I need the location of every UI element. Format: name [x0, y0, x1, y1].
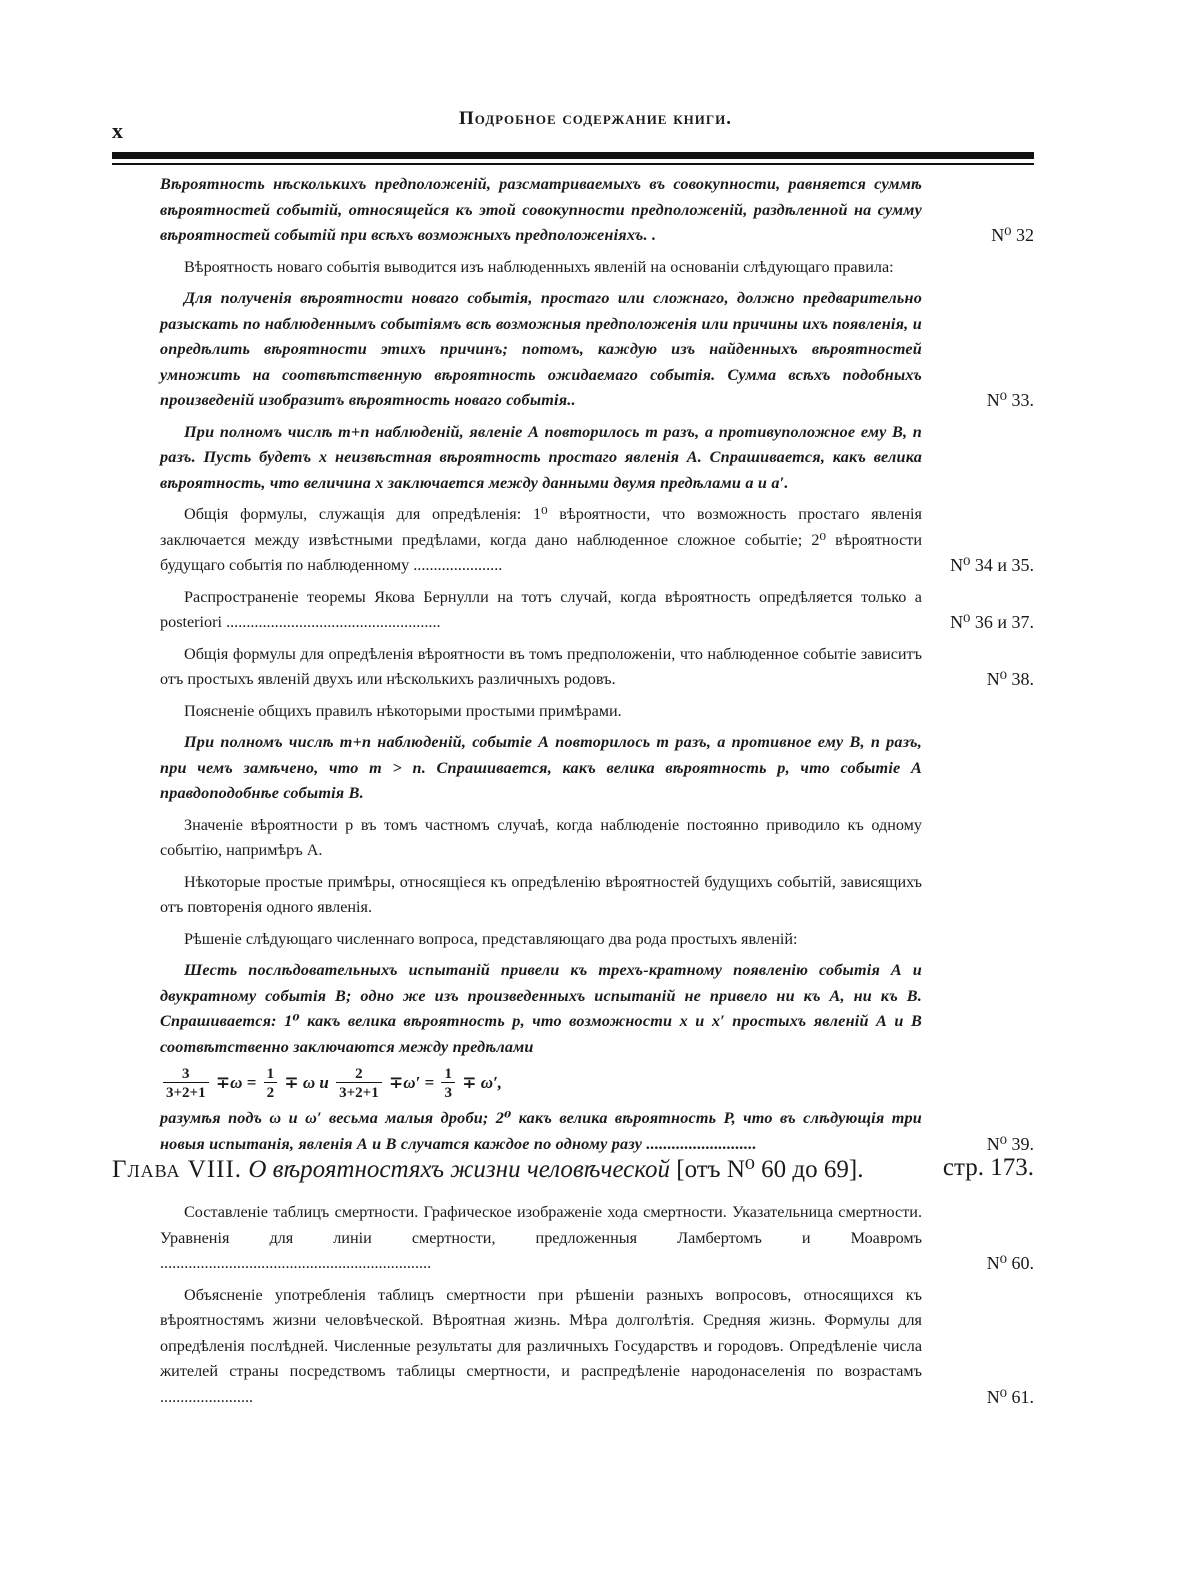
entry-text: Нѣкоторые простые примѣры, относящіеся къ опредѣленію вѣроятностей будущихъ событій, зависящихъ отъ повторенія одного явленія.	[160, 872, 922, 916]
entry-text: Составленіе таблицъ смертности. Графическое изображеніе хода смертности. Указательница смертности. Уравненія для линіи смертности, предложенныя Ламбертомъ и Моавромъ ...................................................................	[160, 1203, 922, 1272]
fraction: $\frac{1}{2}$	[264, 1067, 278, 1101]
contents-entry	[160, 585, 1034, 636]
contents-entry	[160, 286, 1034, 414]
formula-operator: ∓ ω и	[284, 1073, 329, 1092]
section-ref: N⁰ 33.	[986, 390, 1034, 410]
chapter-range: [отъ N⁰ 60 до 69].	[676, 1156, 864, 1183]
entry-text: Общія формулы для опредѣленія вѣроятности въ томъ предположеніи, что наблюденное событіе зависитъ отъ простыхъ явленій двухъ или нѣсколькихъ различныхъ родовъ.	[160, 644, 922, 688]
formula-operator: ∓ω′ =	[388, 1073, 435, 1092]
contents-entry	[160, 1200, 1034, 1277]
contents-entry	[160, 870, 1034, 921]
formula-line	[160, 1062, 922, 1104]
header-rule-thick	[112, 152, 1034, 159]
contents-entry	[160, 642, 1034, 693]
header-rule-thin	[112, 163, 1034, 165]
entry-text: Распространеніе теоремы Якова Бернулли на тотъ случай, когда вѣроятность опредѣляется только a posteriori .....................................................	[160, 587, 922, 631]
contents-entry	[160, 1283, 1034, 1411]
contents-entry	[160, 420, 1034, 497]
chapter-page: стр. 173.	[942, 1154, 1034, 1181]
problem-text: Шесть послѣдовательныхъ испытаній привели къ трехъ-кратному появленію событія А и двукратному событія В; одно же изъ произведенныхъ испытаній не привело ни къ А, ни къ В. Спрашивается: 1⁰ какъ велика вѣроятность p, что возможности x и x′ простыхъ явленій А и В соотвѣтственно заключаются между предѣлами	[160, 961, 922, 1056]
entry-text: Объясненіе употребленія таблицъ смертности при рѣшеніи разныхъ вопросовъ, относящихся къ вѣроятностямъ жизни человѣческой. Вѣроятная жизнь. Мѣра долголѣтія. Средняя жизнь. Формулы для опредѣленія послѣдней. Численные результаты для различныхъ Государствъ и городовъ. Опредѣленіе числа жителей страны посредствомъ таблицы смертности, и распредѣленіе народонаселенія по возрастамъ .......................	[160, 1285, 922, 1406]
running-header: Подробное содержание книги.	[458, 108, 733, 129]
chapter-label: Глава VIII.	[112, 1156, 243, 1183]
section-ref: N⁰ 60.	[986, 1253, 1034, 1273]
contents-entry	[160, 813, 1034, 864]
section-ref: N⁰ 36 и 37.	[950, 612, 1034, 632]
chapter-heading	[112, 1154, 1034, 1184]
contents-entry	[160, 730, 1034, 807]
chapter-contents	[160, 1200, 1034, 1416]
contents-entry	[160, 699, 1034, 725]
entry-text: Вѣроятность новаго событія выводится изъ наблюденныхъ явленій на основаніи слѣдующаго правила:	[184, 257, 894, 276]
contents-entry	[160, 502, 1034, 579]
fraction: $\frac{2}{3+2+1}$	[336, 1067, 382, 1101]
entry-text: При полномъ числѣ m+n наблюденій, явленіе А повторилось m разъ, а противуположное ему В, n разъ. Пусть будетъ x неизвѣстная вѣроятность простаго явленія А. Спрашивается, какъ велика вѣроятность, что величина x заключается между данными двумя предѣлами a и a′.	[160, 422, 922, 492]
formula-operator: ∓ ω′,	[462, 1073, 503, 1092]
entry-text: При полномъ числѣ m+n наблюденій, событіе А повторилось m разъ, а противное ему В, n разъ, при чемъ замѣчено, что m > n. Спрашивается, какъ велика вѣроятность p, что событіе А правдоподобнѣе событія В.	[160, 733, 922, 802]
chapter-title: О вѣроятностяхъ жизни человѣческой	[248, 1156, 670, 1183]
entry-text: Рѣшеніе слѣдующаго численнаго вопроса, представляющаго два рода простыхъ явленій:	[184, 929, 798, 948]
problem-text-continued: разумѣя подъ ω и ω′ весьма малыя дроби; 2⁰ какъ велика вѣроятность P, что въ слѣдующія три новыя испытанія, явленія А и В случатся каждое по одному разу ..........................	[160, 1109, 922, 1153]
entry-text: Для полученія вѣроятности новаго событія, простаго или сложнаго, должно предварительно разыскать по наблюденнымъ событіямъ всѣ возможныя предположенія или причины ихъ появленія, и опредѣлить вѣроятности этихъ причинъ; потомъ, каждую изъ найденныхъ вѣроятностей умножить на соотвѣтственную вѣроятность ожидаемаго событія. Сумма всѣхъ подобныхъ произведеній изобразитъ вѣроятность новаго событія..	[160, 289, 922, 409]
entry-text: Вѣроятность нѣсколькихъ предположеній, разсматриваемыхъ въ совокупности, равняется суммѣ вѣроятностей событій, относящейся къ этой совокупности предположеній, раздѣленной на сумму вѣроятностей событій при всѣхъ возможныхъ предположеніяхъ. .	[160, 175, 922, 244]
page-number: x	[112, 118, 123, 143]
entry-text: Поясненіе общихъ правилъ нѣкоторыми простыми примѣрами.	[184, 701, 622, 720]
contents-entry	[160, 927, 1034, 953]
fraction: $\frac{1}{3}$	[441, 1067, 455, 1101]
problem-entry	[160, 958, 1034, 1157]
section-ref: N⁰ 38.	[986, 669, 1034, 689]
fraction: $\frac{3}{3+2+1}$	[163, 1067, 209, 1101]
section-ref: N⁰ 32	[991, 225, 1034, 245]
formula-operator: ∓ω =	[215, 1073, 257, 1092]
entry-text: Значеніе вѣроятности p въ томъ частномъ случаѣ, когда наблюденіе постоянно приводило къ одному событію, напримѣръ А.	[160, 815, 922, 859]
entry-text: Общія формулы, служащія для опредѣленія: 1⁰ вѣроятности, что возможность простаго явленія заключается между извѣстными предѣлами, когда дано наблюденное сложное событіе; 2⁰ вѣроятности будущаго событія по наблюденному ......................	[160, 505, 922, 574]
contents-section	[160, 172, 1034, 1163]
contents-entry	[160, 255, 1034, 281]
section-ref: N⁰ 39.	[986, 1133, 1034, 1154]
section-ref: N⁰ 34 и 35.	[950, 555, 1034, 575]
contents-entry	[160, 172, 1034, 249]
section-ref: N⁰ 61.	[986, 1386, 1034, 1407]
